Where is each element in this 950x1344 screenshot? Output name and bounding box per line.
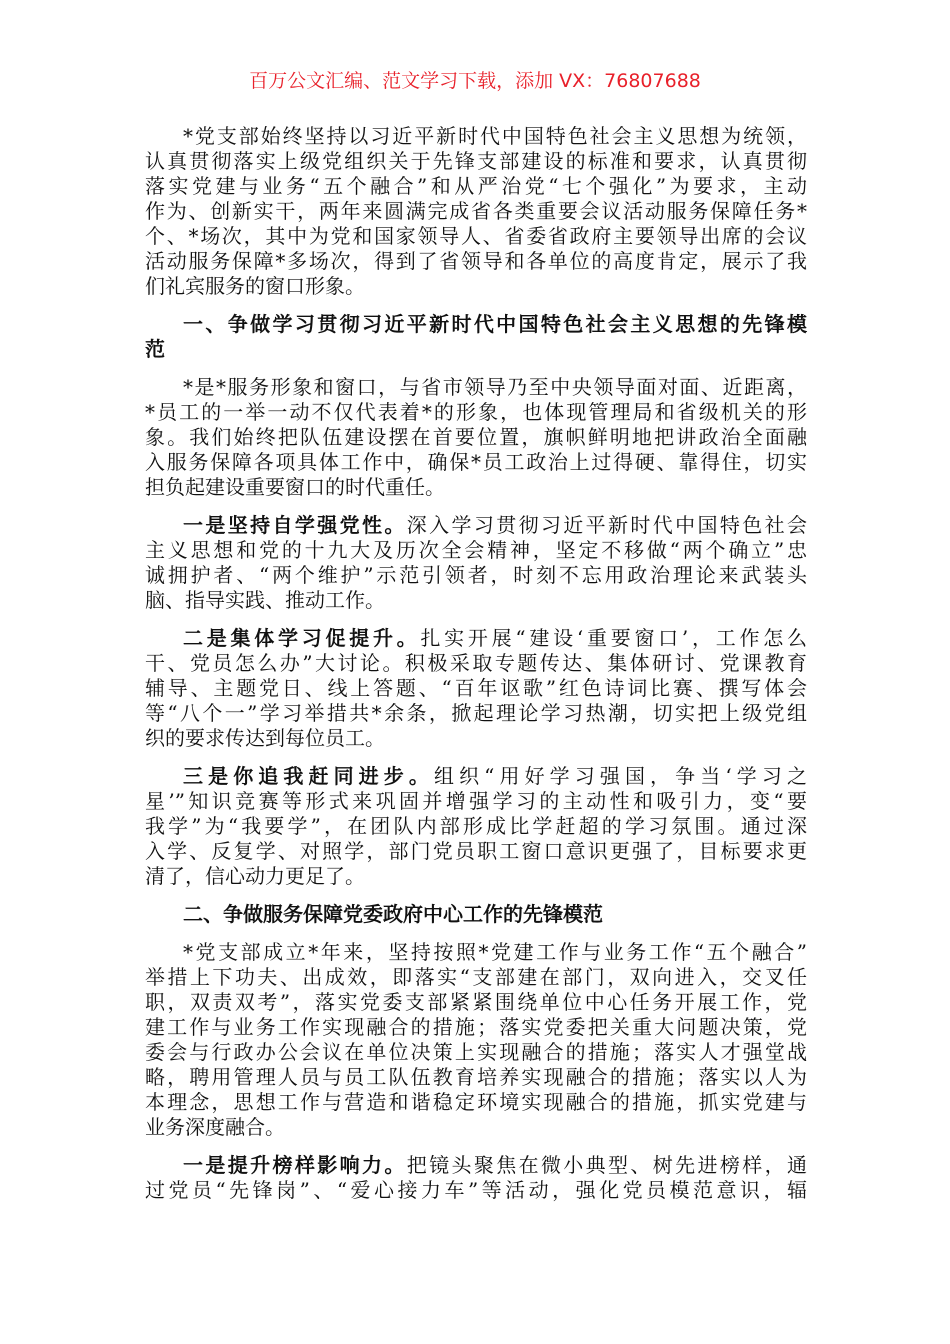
- text-line: 干、党员怎么办”大讨论。积极采取专题传达、集体研讨、党课教育: [145, 651, 807, 675]
- text-line: 个、*场次，其中为党和国家领导人、省委省政府主要领导出席的会议: [145, 224, 807, 248]
- watermark-banner: 百万公文汇编、范文学习下载，添加 VX：76807688: [249, 70, 701, 92]
- text-line: 们礼宾服务的窗口形象。: [145, 274, 365, 298]
- paragraph: [145, 1153, 807, 1203]
- paragraph: [145, 626, 807, 751]
- text-line: 我学”为“我要学”，在团队内部形成比学赶超的学习氛围。通过深: [145, 814, 807, 838]
- text-line: 略，聘用管理人员与员工队伍教育培养实现融合的措施；落实以人为: [145, 1065, 807, 1089]
- text-line: 建工作与业务工作实现融合的措施；落实党委把关重大问题决策，党: [145, 1015, 807, 1039]
- lead-phrase: 三是你追我赶同进步。: [183, 764, 434, 788]
- text-line: 入学、反复学、对照学，部门党员职工窗口意识更强了，目标要求更: [145, 839, 807, 863]
- line-text: 扎实开展“建设‘重要窗口’，工作怎么: [420, 626, 807, 650]
- paragraph: [145, 124, 807, 299]
- text-line: [145, 764, 807, 789]
- text-line: 辅导、主题党日、线上答题、“百年讴歌”红色诗词比赛、撰写体会: [145, 676, 807, 700]
- lead-phrase: 一是坚持自学强党性。: [183, 513, 407, 537]
- text-line: *员工的一举一动不仅代表着*的形象，也体现管理局和省级机关的形: [145, 400, 807, 424]
- paragraph: [145, 513, 807, 613]
- lead-phrase: 二是集体学习促提升。: [183, 626, 421, 650]
- text-line: 活动服务保障*多场次，得到了省领导和各单位的高度肯定，展示了我: [145, 249, 807, 273]
- document-body: [145, 124, 807, 1216]
- text-line: 职，双责双考”，落实党委支部紧紧围绕单位中心任务开展工作，党: [145, 990, 807, 1014]
- section-heading: [145, 312, 807, 362]
- text-line: [145, 513, 807, 538]
- text-line: 担负起建设重要窗口的时代重任。: [145, 475, 445, 499]
- lead-phrase: 一是提升榜样影响力。: [183, 1153, 407, 1177]
- text-line: 一、争做学习贯彻习近平新时代中国特色社会主义思想的先锋模: [183, 312, 807, 336]
- text-line: 落实党建与业务“五个融合”和从严治党“七个强化”为要求，主动: [145, 174, 807, 198]
- text-line: [145, 626, 807, 651]
- paragraph: [145, 375, 807, 500]
- text-line: 脑、指导实践、推动工作。: [145, 588, 385, 612]
- text-line: *党支部成立*年来，坚持按照*党建工作与业务工作“五个融合”: [183, 940, 807, 964]
- text-line: 等“八个一”学习举措共*余条，掀起理论学习热潮，切实把上级党组: [145, 701, 807, 725]
- text-line: 委会与行政办公会议在单位决策上实现融合的措施；落实人才强堂战: [145, 1040, 807, 1064]
- line-text: 把镜头聚焦在微小典型、树先进榜样，通: [406, 1153, 808, 1177]
- line-text: 深入学习贯彻习近平新时代中国特色社会: [406, 513, 808, 537]
- text-line: 星’”知识竞赛等形式来巩固并增强学习的主动性和吸引力，变“要: [145, 789, 807, 813]
- text-line: 诚拥护者、“两个维护”示范引领者，时刻不忘用政治理论来武装头: [145, 563, 807, 587]
- text-line: 作为、创新实干，两年来圆满完成省各类重要会议活动服务保障任务*: [145, 199, 807, 223]
- line-text: 组织“用好学习强国，争当‘学习之: [433, 764, 807, 788]
- text-line: *党支部始终坚持以习近平新时代中国特色社会主义思想为统领，: [183, 124, 807, 148]
- text-line: [145, 1153, 807, 1178]
- text-line: 过党员“先锋岗”、“爱心接力车”等活动，强化党员模范意识，辐: [145, 1178, 807, 1202]
- text-line: 入服务保障各项具体工作中，确保*员工政治上过得硬、靠得住，切实: [145, 450, 807, 474]
- text-line: 认真贯彻落实上级党组织关于先锋支部建设的标准和要求，认真贯彻: [145, 149, 807, 173]
- text-line: 织的要求传达到每位员工。: [145, 726, 385, 750]
- text-line: 举措上下功夫、出成效，即落实“支部建在部门，双向进入，交叉任: [145, 965, 807, 989]
- section-heading: [145, 902, 807, 927]
- text-line: 象。我们始终把队伍建设摆在首要位置，旗帜鲜明地把讲政治全面融: [145, 425, 807, 449]
- text-line: 本理念，思想工作与营造和谐稳定环境实现融合的措施，抓实党建与: [145, 1090, 807, 1114]
- text-line: 范: [145, 337, 165, 361]
- text-line: 主义思想和党的十九大及历次全会精神，坚定不移做“两个确立”忠: [145, 538, 807, 562]
- text-line: 业务深度融合。: [145, 1115, 285, 1139]
- text-line: 清了，信心动力更足了。: [145, 864, 365, 888]
- paragraph: [145, 764, 807, 889]
- paragraph: [145, 940, 807, 1140]
- text-line: 二、争做服务保障党委政府中心工作的先锋模范: [183, 902, 603, 926]
- text-line: *是*服务形象和窗口，与省市领导乃至中央领导面对面、近距离，: [183, 375, 807, 399]
